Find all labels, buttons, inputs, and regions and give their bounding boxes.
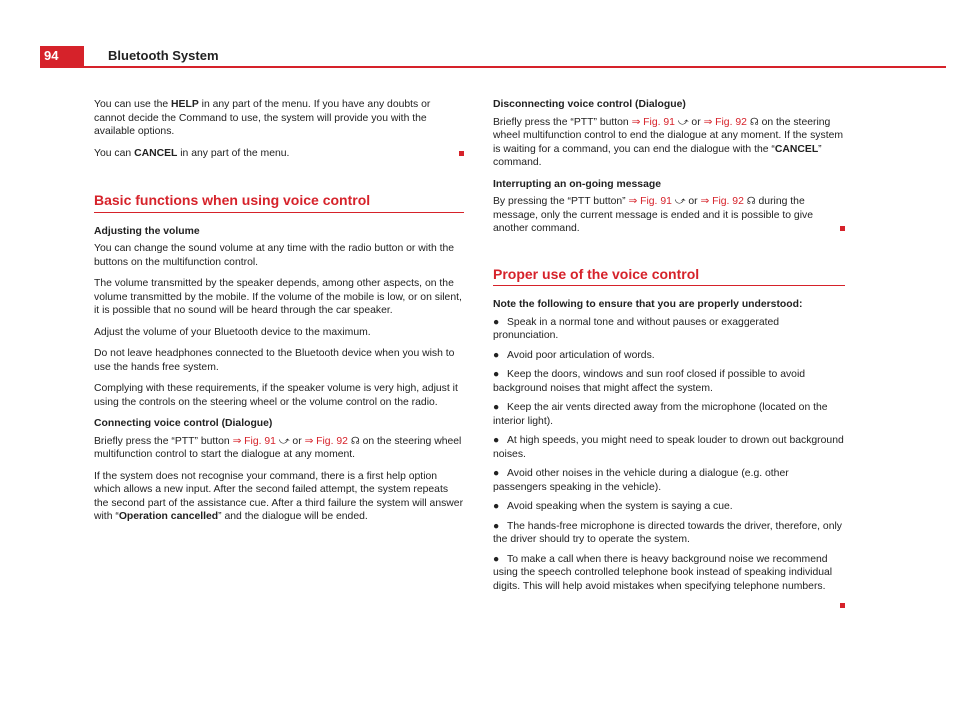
bullet-icon: ●	[493, 520, 500, 532]
bullet-list	[493, 316, 845, 594]
end-mark-icon	[840, 603, 845, 608]
page-header	[40, 46, 946, 68]
subheading-adjusting-volume: Adjusting the volume	[94, 225, 200, 237]
list-item: ● Keep the doors, windows and sun roof closed if possible to avoid background noises that might affect the system.	[493, 369, 806, 394]
page-number: 94	[40, 46, 84, 66]
left-column	[94, 98, 464, 532]
section-title-basic-functions: Basic functions when using voice control	[94, 194, 464, 213]
phone-icon: ⤻	[278, 435, 290, 447]
bullet-icon: ●	[493, 501, 500, 512]
right-column	[493, 98, 845, 608]
list-item: ● Avoid other noises in the vehicle during a dialogue (e.g. other passengers speaking in the vehicle).	[493, 468, 789, 493]
bullet-icon: ●	[493, 349, 500, 361]
header-rule	[40, 66, 946, 68]
list-item: ● The hands-free microphone is directed towards the driver, therefore, only the driver should try to operate the system.	[493, 520, 842, 545]
figure-reference-link[interactable]: ⇒ Fig. 92	[304, 435, 348, 447]
bullet-icon: ●	[493, 435, 500, 446]
bullet-icon: ●	[493, 369, 500, 380]
list-item: ● Speak in a normal tone and without pauses or exaggerated pronunciation.	[493, 316, 780, 341]
bullet-icon: ●	[493, 402, 500, 413]
subheading-interrupting-message: Interrupting an on-going message	[493, 178, 661, 190]
figure-reference-link[interactable]: ⇒ Fig. 91	[628, 196, 672, 207]
paragraph: Complying with these requirements, if the speaker volume is very high, adjust it using the controls on the steering wheel or the volume control on the radio.	[94, 383, 458, 408]
phone-icon: ⤻	[677, 116, 689, 128]
phone-icon: ⤻	[674, 196, 686, 207]
intro-text: Note the following to ensure that you are properly understood:	[493, 299, 803, 310]
cancel-paragraph: You can CANCEL in any part of the menu.	[94, 147, 464, 161]
end-mark-icon	[459, 151, 464, 156]
paragraph: The volume transmitted by the speaker depends, among other aspects, on the volume transmitted by the mobile. If the volume of the mobile is low, or on silent, it is possible that no sound will be heard through the car speaker.	[94, 278, 462, 316]
figure-reference-link[interactable]: ⇒ Fig. 91	[232, 435, 276, 447]
paragraph: Briefly press the “PTT” button ⇒ Fig. 91 ⤻ or ⇒ Fig. 92 ☊ on the steering wheel multifunction control to start the dialogue at any moment.	[94, 435, 462, 460]
page-title: Bluetooth System	[108, 48, 219, 63]
paragraph: Adjust the volume of your Bluetooth device to the maximum.	[94, 326, 371, 338]
paragraph: You can change the sound volume at any time with the radio button or with the buttons on the multifunction control.	[94, 243, 455, 268]
subheading-disconnecting-voice-control: Disconnecting voice control (Dialogue)	[493, 99, 686, 110]
help-paragraph: You can use the HELP in any part of the menu. If you have any doubts or cannot decide the Command to use, the system will provide you with the available options.	[94, 99, 431, 137]
paragraph: If the system does not recognise your command, there is a first help option which allows a new input. After the second failed attempt, the system repeats the second part of the assistance cue. After a third failure the system will answer with “Operation cancelled” and the dialogue will be ended.	[94, 470, 464, 522]
end-mark-icon	[840, 226, 845, 231]
section-title-proper-use: Proper use of the voice control	[493, 268, 845, 287]
figure-reference-link[interactable]: ⇒ Fig. 91	[631, 116, 675, 128]
list-item: ● To make a call when there is heavy background noise we recommend using the speech controlled telephone book instead of speaking individual digits. This will help avoid mistakes when specifying telephone numbers.	[493, 553, 833, 592]
bullet-icon: ●	[493, 468, 500, 479]
figure-reference-link[interactable]: ⇒ Fig. 92	[700, 196, 744, 207]
figure-reference-link[interactable]: ⇒ Fig. 92	[703, 116, 747, 128]
bullet-icon: ●	[493, 316, 500, 328]
voice-icon: ☊	[746, 196, 756, 207]
list-item: ● Avoid speaking when the system is saying a cue.	[493, 501, 733, 512]
paragraph: Do not leave headphones connected to the Bluetooth device when you wish to use the hands free system.	[94, 348, 455, 373]
subheading-connecting-voice-control: Connecting voice control (Dialogue)	[94, 418, 273, 429]
voice-icon: ☊	[749, 116, 759, 128]
list-item: ● Avoid poor articulation of words.	[493, 349, 655, 361]
paragraph: Briefly press the “PTT” button ⇒ Fig. 91 ⤻ or ⇒ Fig. 92 ☊ on the steering wheel multifunction control to end the dialogue at any moment. If the system is waiting for a command, you can end the dialogue with the “CANCEL” command.	[493, 116, 844, 168]
voice-icon: ☊	[350, 435, 360, 447]
list-item: ● Keep the air vents directed away from the microphone (located on the interior light).	[493, 402, 828, 427]
bullet-icon: ●	[493, 553, 500, 565]
paragraph: By pressing the “PTT button” ⇒ Fig. 91 ⤻ or ⇒ Fig. 92 ☊ during the message, only the current message is ended and it is possible to give another command.	[493, 195, 845, 236]
list-item: ● At high speeds, you might need to speak louder to drown out background noises.	[493, 435, 844, 460]
